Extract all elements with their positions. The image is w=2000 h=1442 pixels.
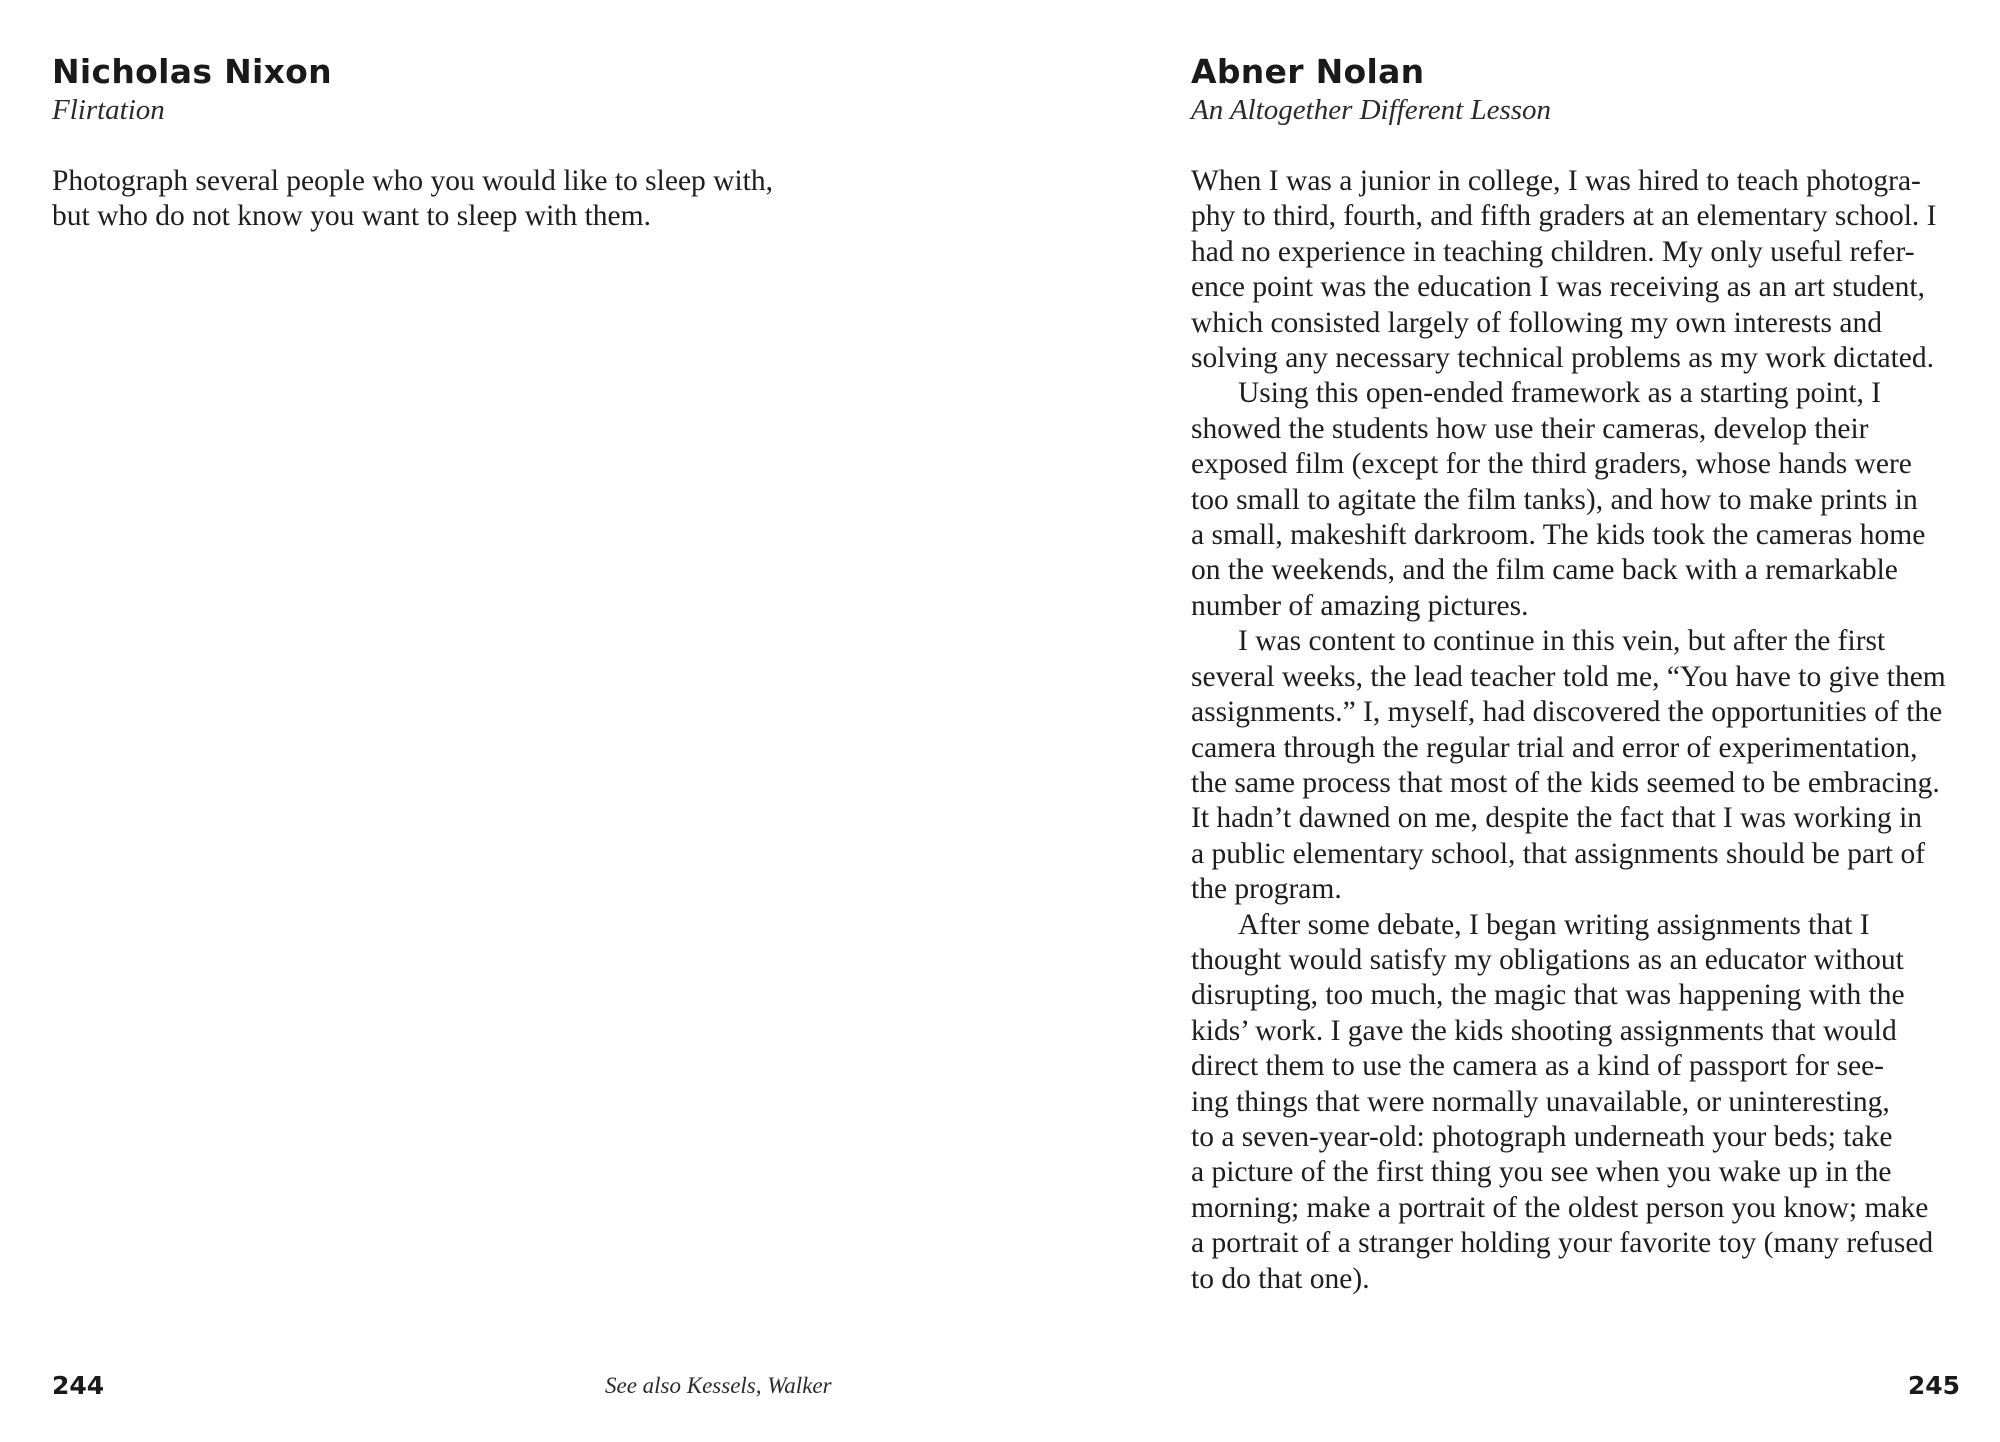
text-line: too small to agitate the film tanks), and how to make prints in <box>1191 483 1918 516</box>
text-line: solving any necessary technical problems as my work dictated. <box>1191 342 1935 375</box>
author-name: Abner Nolan <box>1191 52 1425 91</box>
text-line: a picture of the first thing you see when you wake up in the <box>1191 1156 1892 1189</box>
text-line: but who do not know you want to sleep with them. <box>52 200 651 233</box>
text-line: a public elementary school, that assignments should be part of <box>1191 837 1926 870</box>
text-line: the program. <box>1191 873 1342 906</box>
text-line: thought would satisfy my obligations as an educator without <box>1191 943 1904 976</box>
text-line: morning; make a portrait of the oldest person you know; make <box>1191 1191 1929 1224</box>
right-page <box>1000 0 2000 1442</box>
text-line: to a seven-year-old: photograph underneath your beds; take <box>1191 1120 1893 1153</box>
essay-title: An Altogether Different Lesson <box>1191 94 1552 126</box>
text-line: several weeks, the lead teacher told me, “You have to give them <box>1191 660 1946 693</box>
text-line: Photograph several people who you would like to sleep with, <box>52 165 773 197</box>
text-line: to do that one). <box>1191 1262 1370 1295</box>
essay-text <box>1191 164 1946 1297</box>
text-line: on the weekends, and the film came back with a remarkable <box>1191 554 1898 587</box>
text-line: the same process that most of the kids seemed to be embracing. <box>1191 766 1940 799</box>
assignment-title: Flirtation <box>52 94 165 126</box>
text-line: When I was a junior in college, I was hired to teach photogra- <box>1191 165 1921 197</box>
page-number: 244 <box>52 1371 105 1400</box>
page-number: 245 <box>1907 1371 1960 1400</box>
text-line: phy to third, fourth, and fifth graders at an elementary school. I <box>1191 200 1937 233</box>
text-line: It hadn’t dawned on me, despite the fact that I was working in <box>1191 802 1923 835</box>
text-line: a small, makeshift darkroom. The kids took the cameras home <box>1191 519 1926 552</box>
text-line: showed the students how use their cameras, develop their <box>1191 412 1869 445</box>
text-line: kids’ work. I gave the kids shooting assignments that would <box>1191 1014 1897 1047</box>
text-line: which consisted largely of following my own interests and <box>1191 306 1882 339</box>
text-line: I was content to continue in this vein, but after the first <box>1238 625 1886 658</box>
text-line: ence point was the education I was receiving as an art student, <box>1191 271 1925 304</box>
text-line: had no experience in teaching children. My only useful refer- <box>1191 235 1915 268</box>
text-line: After some debate, I began writing assignments that I <box>1238 908 1870 941</box>
text-line: number of amazing pictures. <box>1191 589 1529 622</box>
text-line: exposed film (except for the third graders, whose hands were <box>1191 448 1912 481</box>
text-line: Using this open-ended framework as a starting point, I <box>1238 377 1882 410</box>
text-line: camera through the regular trial and error of experimentation, <box>1191 731 1918 764</box>
text-line: direct them to use the camera as a kind of passport for see- <box>1191 1050 1884 1083</box>
text-line: disrupting, too much, the magic that was happening with the <box>1191 979 1905 1012</box>
text-line: ing things that were normally unavailable, or uninteresting, <box>1191 1085 1890 1118</box>
text-line: a portrait of a stranger holding your favorite toy (many refused <box>1191 1227 1934 1260</box>
text-line: assignments.” I, myself, had discovered the opportunities of the <box>1191 696 1943 729</box>
author-name: Nicholas Nixon <box>52 52 332 91</box>
assignment-text <box>52 164 773 235</box>
see-also-note: See also Kessels, Walker <box>605 1373 832 1398</box>
